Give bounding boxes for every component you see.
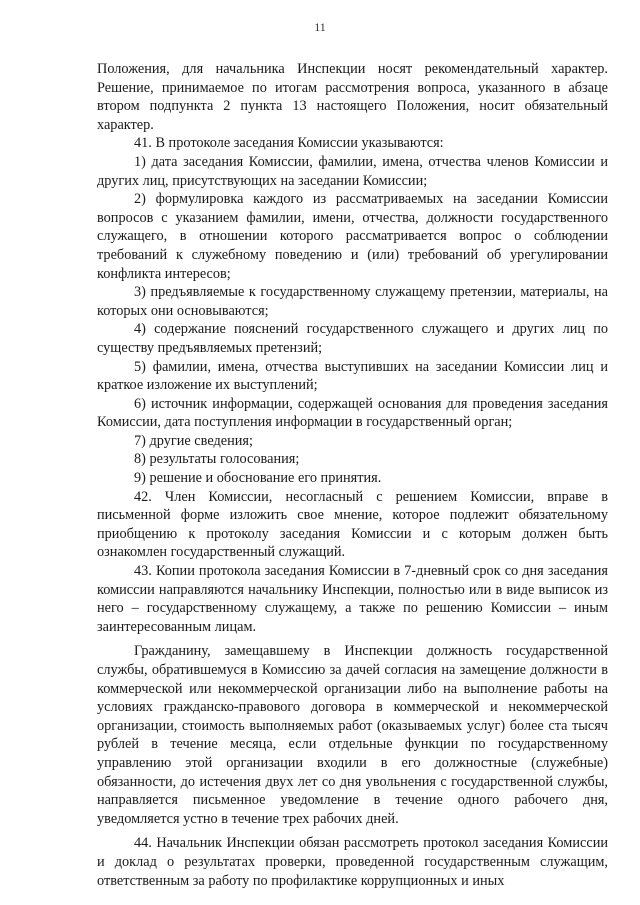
paragraph-item-44: 44. Начальник Инспекции обязан рассмотреть протокол заседания Комиссии и доклад о результатах проверки, проведенной государственным служащим, ответственным за работу по профилактике коррупционных и иных <box>97 835 608 889</box>
document-body <box>97 60 608 890</box>
paragraph-subitem-2: 2) формулировка каждого из рассматриваемых на заседании Комиссии вопросов с указанием фамилии, имени, отчества, должности государственного служащего, в отношении которого рассматривается вопрос о соблюдении требований к служебному поведению и (или) требований об урегулировании конфликта интересов; <box>97 191 608 282</box>
paragraph-continuation: Положения, для начальника Инспекции носят рекомендательный характер. Решение, принимаемое по итогам рассмотрения вопроса, указанного в абзаце втором подпункта 2 пункта 13 настоящего Положения, носит обязательный характер. <box>97 61 608 133</box>
paragraph-item-41: 41. В протоколе заседания Комиссии указываются: <box>134 135 444 152</box>
paragraph-subitem-9: 9) решение и обоснование его принятия. <box>134 470 382 487</box>
paragraph-subitem-7: 7) другие сведения; <box>134 432 253 449</box>
paragraph-subitem-6: 6) источник информации, содержащей основания для проведения заседания Комиссии, дата поступления информации в государственный орган; <box>97 395 608 431</box>
paragraph-subitem-3: 3) предъявляемые к государственному служащему претензии, материалы, на которых они основываются; <box>97 284 608 319</box>
paragraph-item-43: 43. Копии протокола заседания Комиссии в 7-дневный срок со дня заседания комиссии направляются начальнику Инспекции, полностью или в виде выписок из него – государственному служащему, а также по решению Комиссии – иным заинтересованным лицам. <box>97 563 608 635</box>
page-number: 11 <box>314 20 326 34</box>
paragraph-citizen-notice: Гражданину, замещавшему в Инспекции должность государственной службы, обратившемуся в Комиссию за дачей согласия на замещение должности в коммерческой или некоммерческой организации либо на выполнение работы на условиях гражданско-правового договора в коммерческой и некоммерческой организации, стоимость выполняемых работ (оказываемых услуг) более ста тысяч рублей в течение месяца, если отдельные функции по государственному управлению этой организации входили в его должностные (служебные) обязанности, до истечения двух лет со дня увольнения с государственной службы, направляется письменное уведомление в течение одного рабочего дня, уведомляется устно в течение трех рабочих дней. <box>97 643 608 827</box>
paragraph-item-42: 42. Член Комиссии, несогласный с решением Комиссии, вправе в письменной форме изложить свое мнение, которое подлежит обязательному приобщению к протоколу заседания Комиссии и с которым должен быть ознакомлен государственный служащий. <box>97 488 608 561</box>
paragraph-subitem-1: 1) дата заседания Комиссии, фамилии, имена, отчества членов Комиссии и других лиц, присутствующих на заседании Комиссии; <box>97 153 608 189</box>
paragraph-subitem-4: 4) содержание пояснений государственного служащего и других лиц по существу предъявляемых претензий; <box>97 321 608 356</box>
paragraph-subitem-8: 8) результаты голосования; <box>134 451 300 468</box>
paragraph-subitem-5: 5) фамилии, имена, отчества выступивших на заседании Комиссии лиц и краткое изложение их выступлений; <box>97 358 608 394</box>
